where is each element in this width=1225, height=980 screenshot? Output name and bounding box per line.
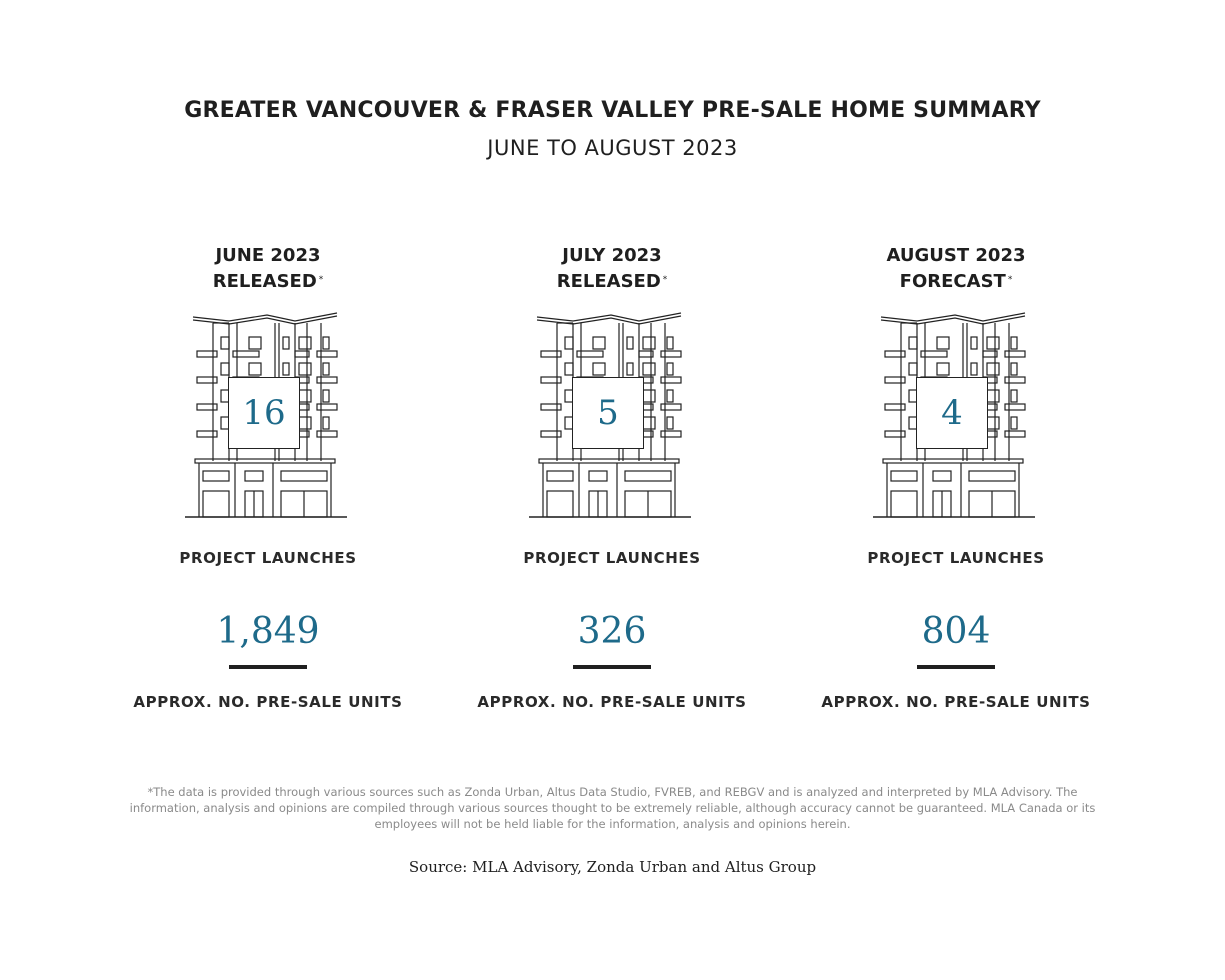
building-icon [527, 311, 697, 521]
summary-column-june [98, 243, 438, 711]
presale-units-count: 326 [577, 611, 647, 652]
column-status: RELEASED [556, 271, 661, 292]
column-status: FORECAST [899, 271, 1006, 292]
project-launches-count: 16 [228, 377, 300, 449]
presale-units-count: 1,849 [216, 611, 320, 652]
summary-column-august [786, 243, 1126, 711]
divider [917, 665, 995, 669]
presale-units-count: 804 [921, 611, 991, 652]
summary-column-july [442, 243, 782, 711]
project-launches-label: PROJECT LAUNCHES [523, 549, 701, 567]
page-subtitle: JUNE TO AUGUST 2023 [487, 136, 738, 160]
column-status: RELEASED [212, 271, 317, 292]
footnote-marker: * [318, 275, 324, 285]
column-heading [98, 243, 438, 295]
disclaimer-text: *The data is provided through various sources such as Zonda Urban, Altus Data Studio, FVREB, and REBGV and is analyzed and interpreted by MLA Advisory. The information, analysis and opinions are compiled through various sources thought to be extremely reliable, although accuracy cannot be guaranteed. MLA Canada or its employees will not be held liable for the information, analysis and opinions herein. [129, 785, 1096, 831]
column-heading [786, 243, 1126, 295]
project-launches-label: PROJECT LAUNCHES [867, 549, 1045, 567]
presale-units-label: APPROX. NO. PRE-SALE UNITS [133, 693, 403, 711]
column-month: AUGUST 2023 [886, 245, 1026, 266]
project-launches-count: 5 [572, 377, 644, 449]
column-heading [442, 243, 782, 295]
footnote-marker: * [1007, 275, 1013, 285]
source-credit: Source: MLA Advisory, Zonda Urban and Altus Group [408, 858, 817, 876]
presale-units-label: APPROX. NO. PRE-SALE UNITS [821, 693, 1091, 711]
presale-units-label: APPROX. NO. PRE-SALE UNITS [477, 693, 747, 711]
column-month: JULY 2023 [562, 245, 662, 266]
page-title: GREATER VANCOUVER & FRASER VALLEY PRE-SALE HOME SUMMARY [184, 98, 1041, 123]
divider [573, 665, 651, 669]
building-icon [183, 311, 353, 521]
project-launches-label: PROJECT LAUNCHES [179, 549, 357, 567]
divider [229, 665, 307, 669]
footnote-marker: * [662, 275, 668, 285]
building-icon [871, 311, 1041, 521]
column-month: JUNE 2023 [215, 245, 321, 266]
project-launches-count: 4 [916, 377, 988, 449]
